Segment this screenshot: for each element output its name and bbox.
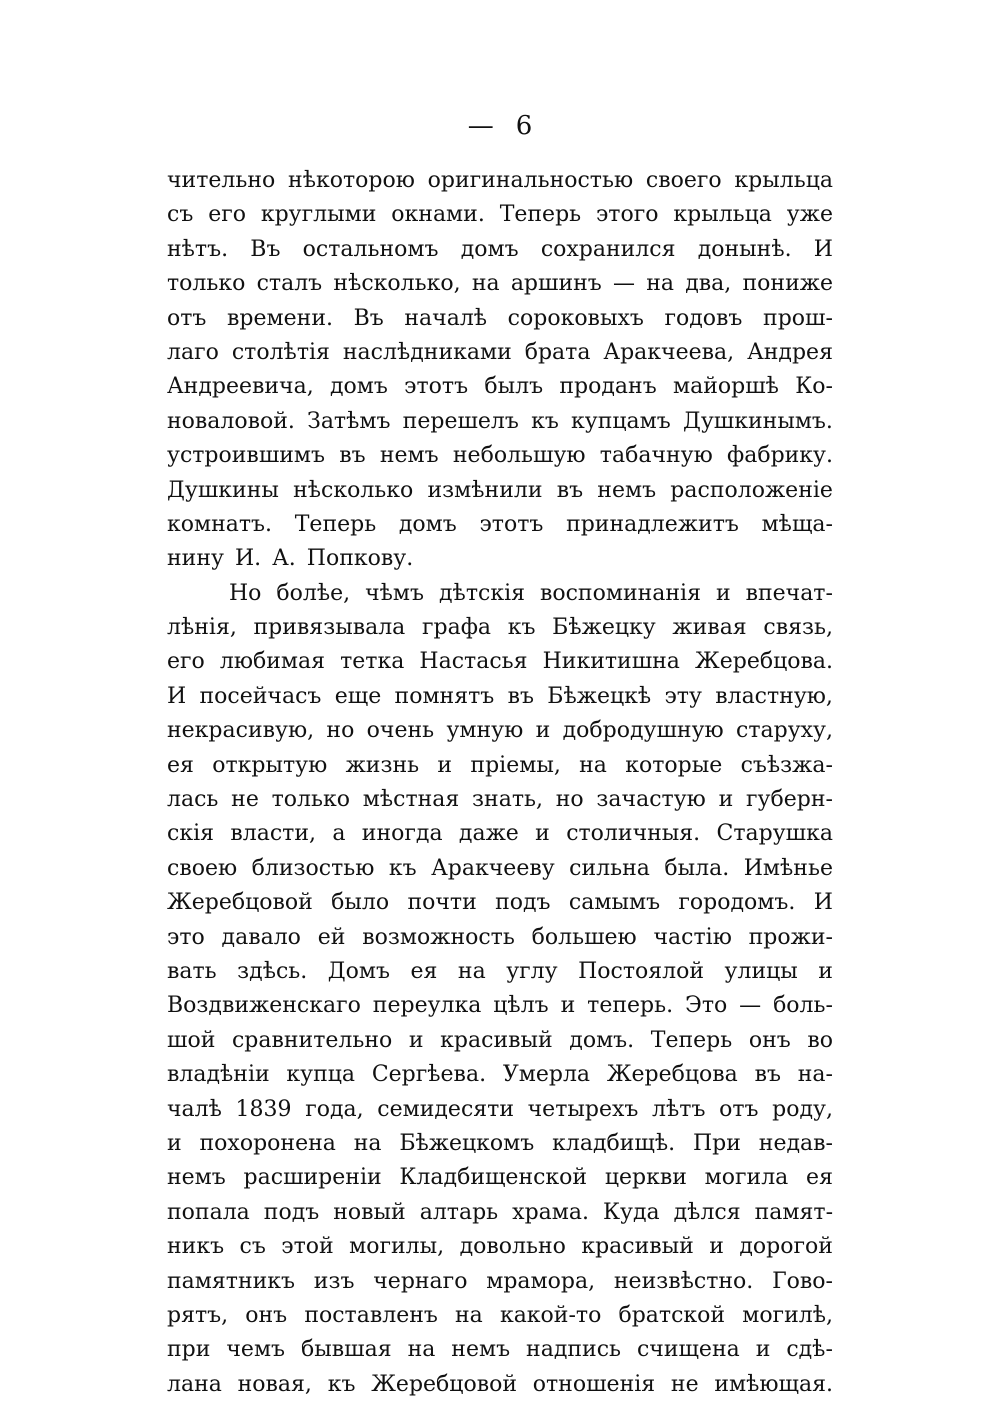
word: домъ bbox=[329, 374, 388, 400]
text-line bbox=[167, 302, 833, 336]
text-line bbox=[167, 267, 833, 301]
word: памят- bbox=[754, 1199, 833, 1225]
word: и bbox=[709, 1234, 724, 1260]
word: дѣлся bbox=[673, 1199, 741, 1225]
word: посейчасъ bbox=[199, 683, 322, 709]
word: почти bbox=[407, 890, 477, 916]
word: но bbox=[555, 787, 584, 813]
word: столичныя. bbox=[566, 821, 701, 847]
text-line bbox=[167, 405, 833, 439]
word: Ко- bbox=[795, 374, 833, 400]
word: столѣтія bbox=[231, 339, 330, 365]
word: отъ bbox=[167, 305, 207, 331]
word: чемъ bbox=[226, 1337, 286, 1363]
word: власти, bbox=[230, 821, 316, 847]
word: немъ bbox=[597, 477, 657, 503]
word: этотъ bbox=[479, 511, 544, 537]
word: Въ bbox=[353, 305, 384, 331]
word: дорогой bbox=[739, 1234, 833, 1260]
text-line bbox=[167, 1299, 833, 1333]
word: и bbox=[437, 752, 453, 778]
word: теперь. bbox=[587, 993, 674, 1019]
word: онъ bbox=[245, 1302, 288, 1328]
word: самымъ bbox=[568, 890, 661, 916]
word: на bbox=[455, 1302, 483, 1328]
word: цѣлъ bbox=[493, 993, 549, 1019]
word: въ bbox=[556, 477, 584, 503]
word: недав- bbox=[758, 1130, 833, 1156]
word: отношенія bbox=[532, 1371, 656, 1397]
text-line bbox=[167, 955, 833, 989]
word: Постоялой bbox=[578, 958, 705, 984]
text-line bbox=[167, 233, 833, 267]
word: Теперь bbox=[650, 1027, 733, 1053]
word: окнами. bbox=[391, 202, 485, 228]
word: рятъ, bbox=[167, 1302, 229, 1328]
word: Попкову. bbox=[306, 546, 414, 572]
word: могилы, bbox=[349, 1234, 445, 1260]
word: ей bbox=[317, 924, 346, 950]
text-line bbox=[167, 508, 833, 542]
word: церкви bbox=[604, 1165, 687, 1191]
word: новаловой. bbox=[167, 408, 295, 434]
word: Сергѣева. bbox=[371, 1062, 487, 1088]
word: губерн- bbox=[746, 787, 833, 813]
word: мѣстная bbox=[362, 787, 460, 813]
text-line bbox=[167, 714, 833, 748]
word: перешелъ bbox=[402, 408, 519, 434]
text-line bbox=[167, 370, 833, 404]
word: никъ bbox=[167, 1234, 225, 1260]
word: — bbox=[613, 271, 636, 297]
word: бывшая bbox=[301, 1337, 392, 1363]
word: его bbox=[208, 202, 246, 228]
word: улицы bbox=[724, 958, 798, 984]
word: нѣсколько bbox=[293, 477, 414, 503]
word: графа bbox=[421, 615, 492, 641]
word: Бѣжецкомъ bbox=[399, 1130, 535, 1156]
word: фабрику. bbox=[726, 443, 833, 469]
word: и bbox=[715, 580, 731, 606]
word: Затѣмъ bbox=[307, 408, 391, 434]
word: А. bbox=[272, 546, 296, 572]
word: устроившимъ bbox=[167, 443, 326, 469]
word: Воздвиженскаго bbox=[167, 993, 361, 1019]
word: прош- bbox=[763, 305, 833, 331]
word: ея bbox=[410, 958, 438, 984]
word: еще bbox=[334, 683, 382, 709]
word: своего bbox=[645, 168, 722, 193]
text-line bbox=[167, 474, 833, 508]
word: — bbox=[739, 993, 762, 1019]
text-line bbox=[167, 989, 833, 1023]
word: лась bbox=[167, 787, 219, 813]
word: Старушка bbox=[716, 821, 833, 847]
word: крыльца bbox=[673, 202, 772, 228]
word: Настасья bbox=[419, 649, 528, 675]
word: похоронена bbox=[199, 1130, 336, 1156]
word: аршинъ bbox=[510, 271, 602, 297]
word: тетка bbox=[340, 649, 405, 675]
word: къ bbox=[531, 408, 559, 434]
word: расширеніи bbox=[243, 1165, 382, 1191]
word: мрамора, bbox=[486, 1268, 596, 1294]
word: Душкинымъ. bbox=[682, 408, 833, 434]
word: только bbox=[167, 271, 246, 297]
word: а bbox=[332, 821, 346, 847]
word: знать, bbox=[472, 787, 543, 813]
word: эту bbox=[664, 683, 702, 709]
word: добродушную bbox=[562, 718, 724, 744]
text-line bbox=[167, 577, 833, 611]
word: и bbox=[535, 718, 551, 744]
word: майоршѣ bbox=[672, 374, 779, 400]
word: на bbox=[579, 752, 607, 778]
text-line bbox=[167, 921, 833, 955]
word: къ bbox=[507, 615, 536, 641]
word: сороковыхъ bbox=[507, 305, 644, 331]
text-line bbox=[167, 1196, 833, 1230]
word: наслѣдниками bbox=[342, 339, 512, 365]
word: алтарь bbox=[419, 1199, 499, 1225]
word: Это bbox=[685, 993, 728, 1019]
word: года, bbox=[305, 1096, 364, 1122]
word: остальномъ bbox=[302, 236, 439, 262]
word: живая bbox=[672, 615, 747, 641]
word: брата bbox=[524, 339, 591, 365]
word: только bbox=[271, 787, 350, 813]
word: зачастую bbox=[596, 787, 706, 813]
word: Имѣнье bbox=[743, 855, 833, 881]
word: пріемы, bbox=[470, 752, 561, 778]
word: чернаго bbox=[373, 1268, 468, 1294]
word: новая, bbox=[237, 1371, 312, 1397]
word: два, bbox=[685, 271, 732, 297]
text-line bbox=[167, 1368, 833, 1402]
word: купца bbox=[286, 1062, 356, 1088]
word: годовъ bbox=[664, 305, 743, 331]
word: на bbox=[353, 1130, 382, 1156]
word: крыльца bbox=[734, 168, 833, 193]
word: воспоминанія bbox=[539, 580, 701, 606]
word: табачную bbox=[599, 443, 713, 469]
word: къ bbox=[388, 855, 417, 881]
word: дѣтскія bbox=[439, 580, 525, 606]
text-line bbox=[167, 1230, 833, 1264]
text-line bbox=[167, 1161, 833, 1195]
word: И bbox=[167, 683, 187, 709]
word: храма. bbox=[512, 1199, 589, 1225]
word: Аракчееву bbox=[431, 855, 555, 881]
word: этотъ bbox=[404, 374, 469, 400]
word: измѣнили bbox=[427, 477, 543, 503]
text-line bbox=[167, 783, 833, 817]
word: это bbox=[167, 924, 205, 950]
word: шой bbox=[167, 1027, 216, 1053]
word: времени. bbox=[227, 305, 333, 331]
word: И bbox=[813, 236, 833, 262]
word: Андрея bbox=[747, 339, 833, 365]
word: попала bbox=[167, 1199, 250, 1225]
word: которые bbox=[625, 752, 723, 778]
word: небольшую bbox=[452, 443, 586, 469]
word: была. bbox=[664, 855, 730, 881]
word: И. bbox=[234, 546, 262, 572]
word: чалѣ bbox=[167, 1096, 222, 1122]
word: немъ bbox=[379, 443, 439, 469]
word: Бѣжецку bbox=[552, 615, 656, 641]
word: донынѣ. bbox=[697, 236, 792, 262]
word: надпись bbox=[526, 1337, 621, 1363]
word: и bbox=[755, 1337, 771, 1363]
header-dash: — bbox=[467, 111, 494, 141]
word: привязывала bbox=[253, 615, 406, 641]
body-text bbox=[167, 164, 833, 1402]
word: на bbox=[646, 271, 675, 297]
text-line bbox=[167, 1024, 833, 1058]
word: роду, bbox=[772, 1096, 833, 1122]
word: этого bbox=[595, 202, 659, 228]
word: памятникъ bbox=[167, 1268, 296, 1294]
word: принадлежитъ bbox=[566, 511, 739, 537]
text-line bbox=[167, 336, 833, 370]
word: на bbox=[471, 271, 500, 297]
word: Аракчеева, bbox=[603, 339, 735, 365]
word: немъ bbox=[167, 1165, 226, 1191]
word: къ bbox=[327, 1371, 356, 1397]
word: частію bbox=[653, 924, 732, 950]
word: связь, bbox=[763, 615, 833, 641]
word: большею bbox=[531, 924, 637, 950]
word: очень bbox=[366, 718, 435, 744]
word: съ bbox=[239, 1234, 266, 1260]
word: здѣсь. bbox=[237, 958, 308, 984]
word: властную, bbox=[715, 683, 833, 709]
word: боль- bbox=[773, 993, 833, 1019]
word: болѣе, bbox=[276, 580, 351, 606]
word: Жеребцовой bbox=[167, 890, 313, 916]
word: круглыми bbox=[260, 202, 377, 228]
word: былъ bbox=[484, 374, 544, 400]
word: какой-то bbox=[499, 1302, 602, 1328]
word: некрасивую, bbox=[167, 718, 315, 744]
word: сдѣ- bbox=[786, 1337, 833, 1363]
word: и bbox=[408, 1027, 424, 1053]
word: и bbox=[167, 1130, 182, 1156]
text-line bbox=[167, 817, 833, 851]
word: могилѣ, bbox=[742, 1302, 833, 1328]
word: красивый bbox=[581, 1234, 694, 1260]
word: нѣкоторою bbox=[288, 168, 415, 193]
word: ея bbox=[806, 1165, 833, 1191]
word: красивый bbox=[440, 1027, 553, 1053]
word: Теперь bbox=[499, 202, 582, 228]
word: и bbox=[560, 993, 576, 1019]
word: пониже bbox=[742, 271, 833, 297]
text-line bbox=[167, 542, 833, 576]
word: его bbox=[167, 649, 205, 675]
text-line bbox=[167, 1058, 833, 1092]
word: прожи- bbox=[748, 924, 833, 950]
word: Андреевича, bbox=[167, 374, 314, 400]
word: кладбищѣ. bbox=[552, 1130, 676, 1156]
word: старуху, bbox=[736, 718, 833, 744]
text-line bbox=[167, 164, 833, 198]
word: отъ bbox=[719, 1096, 759, 1122]
word: братской bbox=[618, 1302, 726, 1328]
text-line bbox=[167, 886, 833, 920]
word: жизнь bbox=[345, 752, 420, 778]
text-line bbox=[167, 439, 833, 473]
word: При bbox=[693, 1130, 741, 1156]
word: при bbox=[167, 1337, 211, 1363]
word: этой bbox=[281, 1234, 334, 1260]
word: Душкины bbox=[167, 477, 279, 503]
word: сохранился bbox=[540, 236, 676, 262]
word: было bbox=[331, 890, 390, 916]
text-line bbox=[167, 611, 833, 645]
word: близостью bbox=[251, 855, 375, 881]
word: и bbox=[818, 958, 833, 984]
word: оригинальностью bbox=[427, 168, 634, 193]
word: онъ bbox=[748, 1027, 791, 1053]
word: расположеніе bbox=[670, 477, 833, 503]
word: чѣмъ bbox=[365, 580, 425, 606]
text-line bbox=[167, 1265, 833, 1299]
text-line bbox=[167, 198, 833, 232]
word: на bbox=[407, 1337, 436, 1363]
word: семидесяти bbox=[377, 1096, 514, 1122]
word: не bbox=[231, 787, 259, 813]
word: давало bbox=[221, 924, 301, 950]
word: домъ bbox=[460, 236, 519, 262]
text-line bbox=[167, 645, 833, 679]
word: немъ bbox=[451, 1337, 511, 1363]
word: умную bbox=[446, 718, 524, 744]
word: возможность bbox=[362, 924, 515, 950]
word: открытую bbox=[212, 752, 328, 778]
word: во bbox=[807, 1027, 833, 1053]
page-header bbox=[0, 108, 1000, 144]
word: домъ bbox=[398, 511, 457, 537]
word: подъ bbox=[495, 890, 551, 916]
word: новый bbox=[333, 1199, 406, 1225]
word: въ bbox=[339, 443, 366, 469]
text-line bbox=[167, 749, 833, 783]
text-line bbox=[167, 1127, 833, 1161]
word: Гово- bbox=[772, 1268, 833, 1294]
word: имѣющая. bbox=[714, 1371, 833, 1397]
word: изъ bbox=[313, 1268, 355, 1294]
text-line bbox=[167, 680, 833, 714]
word: Кладбищенской bbox=[399, 1165, 588, 1191]
word: уже bbox=[786, 202, 833, 228]
word: лаго bbox=[167, 339, 219, 365]
word: подъ bbox=[263, 1199, 320, 1225]
word: комнатъ. bbox=[167, 511, 273, 537]
word: купцамъ bbox=[571, 408, 671, 434]
word: сильна bbox=[569, 855, 650, 881]
word: Бѣжецкѣ bbox=[547, 683, 652, 709]
word: даже bbox=[458, 821, 519, 847]
word: Жеребцова bbox=[606, 1062, 738, 1088]
word: началѣ bbox=[404, 305, 488, 331]
word: городомъ. bbox=[678, 890, 796, 916]
word: Никитишна bbox=[542, 649, 680, 675]
word: нѣсколько, bbox=[333, 271, 461, 297]
word: углу bbox=[506, 958, 558, 984]
text-line bbox=[167, 1093, 833, 1127]
word: и bbox=[718, 787, 734, 813]
word: иногда bbox=[361, 821, 443, 847]
word: ея bbox=[167, 752, 194, 778]
word: сталъ bbox=[256, 271, 323, 297]
word: вать bbox=[167, 958, 217, 984]
word: Жеребцовой bbox=[371, 1371, 517, 1397]
word: и bbox=[535, 821, 550, 847]
word: въ bbox=[507, 683, 534, 709]
word: въ bbox=[754, 1062, 781, 1088]
word: Куда bbox=[602, 1199, 660, 1225]
word: Теперь bbox=[294, 511, 377, 537]
word: четырехъ bbox=[527, 1096, 639, 1122]
text-line bbox=[167, 852, 833, 886]
word: своею bbox=[167, 855, 238, 881]
word: Домъ bbox=[327, 958, 391, 984]
word: лана bbox=[167, 1371, 222, 1397]
word: съѣзжа- bbox=[740, 752, 833, 778]
word: на- bbox=[797, 1062, 833, 1088]
word: поставленъ bbox=[304, 1302, 438, 1328]
word: помнятъ bbox=[394, 683, 495, 709]
text-line bbox=[167, 1333, 833, 1367]
word: лѣтъ bbox=[652, 1096, 706, 1122]
word: сравнительно bbox=[231, 1027, 393, 1053]
word: но bbox=[326, 718, 355, 744]
word: Въ bbox=[250, 236, 281, 262]
word: впечат- bbox=[745, 580, 833, 606]
word: неизвѣстно. bbox=[613, 1268, 754, 1294]
word: проданъ bbox=[559, 374, 657, 400]
word: скія bbox=[167, 821, 214, 847]
word: счищена bbox=[636, 1337, 740, 1363]
word: любимая bbox=[219, 649, 326, 675]
word: нѣтъ. bbox=[167, 236, 229, 262]
word: Жеребцова. bbox=[695, 649, 833, 675]
word: мѣща- bbox=[761, 511, 833, 537]
word: не bbox=[670, 1371, 699, 1397]
word: домъ. bbox=[569, 1027, 635, 1053]
word: нину bbox=[167, 546, 224, 572]
word: владѣніи bbox=[167, 1062, 270, 1088]
word: довольно bbox=[459, 1234, 566, 1260]
word: переулка bbox=[372, 993, 482, 1019]
word: съ bbox=[167, 202, 194, 228]
word: чительно bbox=[167, 168, 276, 193]
word: могила bbox=[704, 1165, 789, 1191]
word: лѣнія, bbox=[167, 615, 237, 641]
word: 1839 bbox=[235, 1096, 292, 1122]
word: Умерла bbox=[502, 1062, 591, 1088]
word: на bbox=[457, 958, 486, 984]
word: И bbox=[813, 890, 833, 916]
word: Но bbox=[229, 580, 262, 606]
page-number: 6 bbox=[515, 111, 533, 141]
